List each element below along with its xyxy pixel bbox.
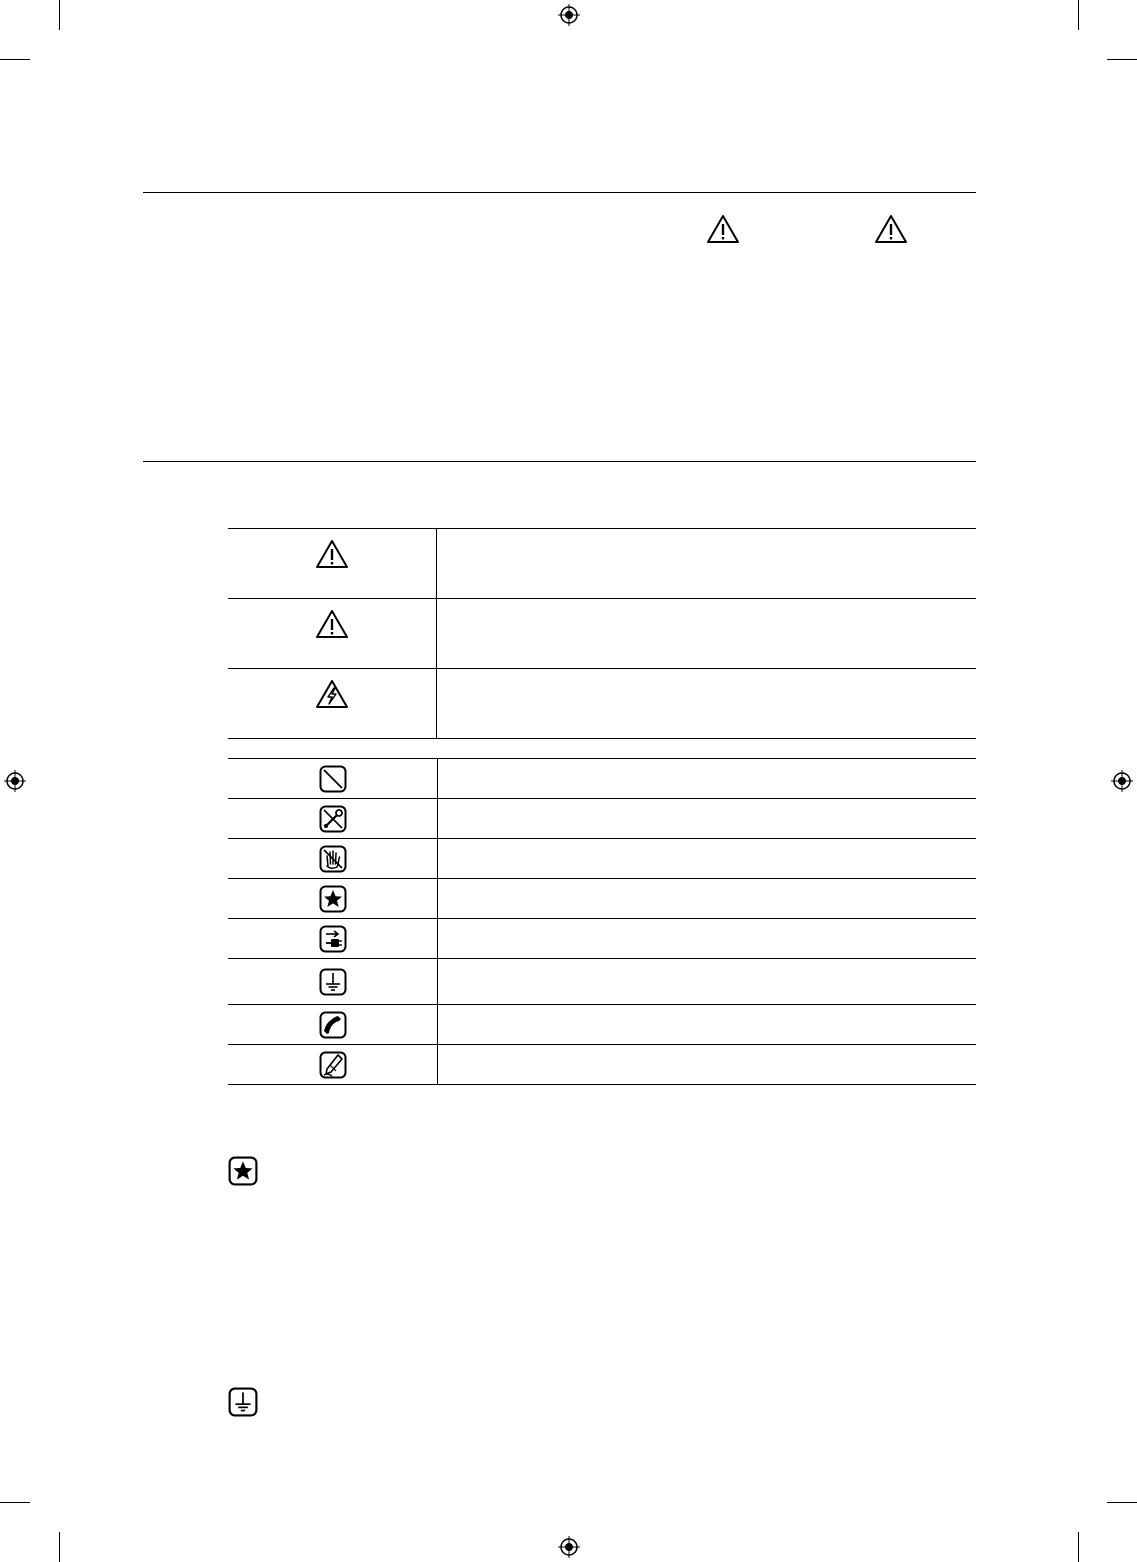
crop-mark	[1107, 1502, 1137, 1503]
warning-triangle-icon	[706, 214, 740, 244]
table-row	[228, 959, 976, 1005]
table-cell-symbol	[228, 599, 437, 668]
table-separator	[228, 739, 976, 759]
table-cell-symbol	[228, 839, 438, 878]
crop-mark	[0, 59, 30, 60]
registration-mark-icon	[1111, 770, 1133, 792]
table-row	[228, 919, 976, 959]
section-divider	[143, 192, 976, 193]
table-cell-symbol	[228, 669, 437, 738]
table-cell-description	[437, 529, 976, 598]
follow-directions-icon	[319, 885, 347, 913]
table-cell-description	[438, 1045, 976, 1084]
table-cell-description	[438, 1005, 976, 1044]
table-row	[228, 1005, 976, 1045]
table-cell-symbol	[228, 1045, 438, 1084]
table-cell-description	[437, 669, 976, 738]
table-cell-symbol	[228, 759, 438, 798]
table-cell-description	[438, 839, 976, 878]
table-cell-symbol	[228, 1005, 438, 1044]
electric-shock-icon	[315, 679, 349, 709]
ground-icon	[228, 1387, 258, 1417]
registration-mark-icon	[558, 4, 580, 26]
contact-service-icon	[319, 1011, 347, 1039]
follow-directions-icon	[228, 1156, 258, 1186]
table-row	[228, 669, 976, 739]
table-row	[228, 839, 976, 879]
table-cell-symbol	[228, 919, 438, 958]
crop-mark	[1078, 0, 1079, 30]
table-cell-description	[438, 879, 976, 918]
warning-triangle-icon	[315, 609, 349, 639]
table-row	[228, 799, 976, 839]
warning-triangle-icon	[315, 539, 349, 569]
table-cell-symbol	[228, 529, 437, 598]
table-cell-description	[438, 759, 976, 798]
table-cell-description	[438, 799, 976, 838]
ground-icon	[319, 968, 347, 996]
table-row	[228, 759, 976, 799]
crop-mark	[1107, 59, 1137, 60]
table-row	[228, 529, 976, 599]
table-cell-description	[437, 599, 976, 668]
registration-mark-icon	[4, 770, 26, 792]
crop-mark	[59, 0, 60, 30]
safety-symbol-table	[228, 528, 976, 1085]
crop-mark	[1078, 1532, 1079, 1562]
table-row	[228, 879, 976, 919]
prohibited-icon	[319, 765, 347, 793]
table-cell-symbol	[228, 959, 438, 1004]
registration-mark-icon	[558, 1536, 580, 1558]
table-row	[228, 1045, 976, 1085]
unplug-icon	[319, 925, 347, 953]
do-not-touch-icon	[319, 845, 347, 873]
section-divider	[143, 461, 976, 462]
note-icon	[319, 1051, 347, 1079]
do-not-disassemble-icon	[319, 805, 347, 833]
table-cell-symbol	[228, 799, 438, 838]
table-cell-description	[438, 919, 976, 958]
table-cell-symbol	[228, 879, 438, 918]
table-cell-description	[438, 959, 976, 1004]
crop-mark	[0, 1502, 30, 1503]
table-row	[228, 599, 976, 669]
crop-mark	[59, 1532, 60, 1562]
warning-triangle-icon	[874, 214, 908, 244]
